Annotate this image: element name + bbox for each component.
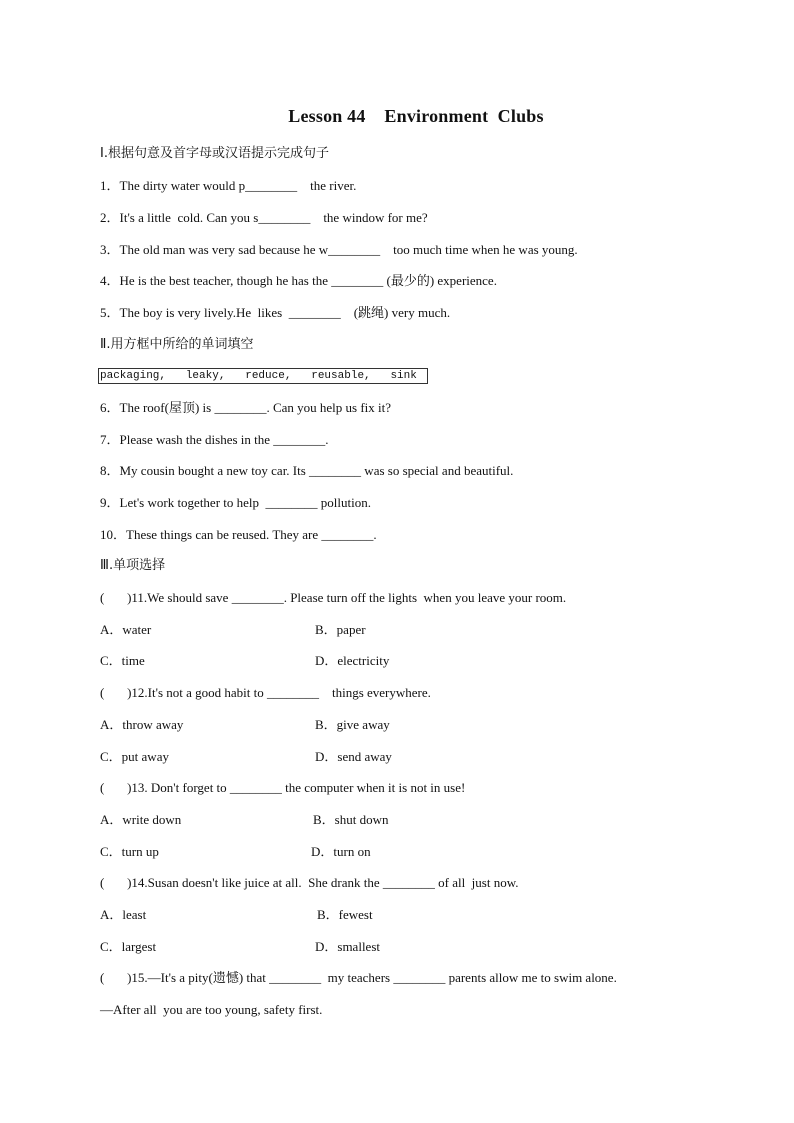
question-7: 7．Please wash the dishes in the ________. [100, 432, 329, 447]
section-1-heading: Ⅰ.根据句意及首字母或汉语提示完成句子 [100, 146, 329, 161]
question-12-option-d: D．send away [315, 749, 392, 764]
question-11-option-b: B．paper [315, 622, 366, 637]
question-3: 3．The old man was very sad because he w________ too much time when he was young. [100, 242, 578, 257]
question-6: 6．The roof(屋顶) is ________. Can you help us fix it? [100, 400, 392, 415]
question-15-reply: —After all you are too young, safety first. [100, 1002, 323, 1017]
question-14-option-a: A．least [100, 907, 147, 922]
question-9: 9．Let's work together to help ________ pollution. [100, 495, 371, 510]
section-2-heading: Ⅱ.用方框中所给的单词填空 [100, 337, 254, 352]
page-title [0, 106, 794, 127]
section-3-heading: Ⅲ.单项选择 [100, 558, 166, 573]
question-12-option-b: B．give away [315, 717, 390, 732]
question-13-option-c: C．turn up [100, 844, 159, 859]
question-11-option-c: C．time [100, 653, 145, 668]
question-4: 4．He is the best teacher, though he has the ________ (最少的) experience. [100, 273, 497, 288]
question-12-option-a: A．throw away [100, 717, 184, 732]
question-15-stem: ( )15.—It's a pity(遗憾) that ________ my teachers ________ parents allow me to swim alone. [100, 970, 617, 985]
question-8: 8．My cousin bought a new toy car. Its ________ was so special and beautiful. [100, 463, 514, 478]
lesson-number: Lesson 44 [288, 106, 366, 126]
lesson-name: Environment Clubs [384, 106, 544, 126]
question-11-stem: ( )11.We should save ________. Please turn off the lights when you leave your room. [100, 590, 567, 605]
question-11-option-d: D．electricity [315, 653, 390, 668]
question-12-stem: ( )12.It's not a good habit to ________ things everywhere. [100, 685, 431, 700]
question-12-option-c: C．put away [100, 749, 169, 764]
question-13-stem: ( )13. Don't forget to ________ the computer when it is not in use! [100, 780, 466, 795]
question-5: 5．The boy is very lively.He likes ________ (跳绳) very much. [100, 305, 451, 320]
question-1: 1．The dirty water would p________ the river. [100, 178, 357, 193]
word-box: packaging, leaky, reduce, reusable, sink [98, 368, 428, 384]
question-14-option-c: C．largest [100, 939, 157, 954]
question-11-option-a: A．water [100, 622, 152, 637]
question-2: 2．It's a little cold. Can you s________ the window for me? [100, 210, 428, 225]
question-13-option-a: A．write down [100, 812, 182, 827]
question-14-stem: ( )14.Susan doesn't like juice at all. She drank the ________ of all just now. [100, 875, 519, 890]
question-13-option-d: D．turn on [311, 844, 371, 859]
question-14-option-b: B．fewest [317, 907, 373, 922]
question-13-option-b: B．shut down [313, 812, 389, 827]
question-14-option-d: D．smallest [315, 939, 380, 954]
question-10: 10．These things can be reused. They are ________. [100, 527, 377, 542]
